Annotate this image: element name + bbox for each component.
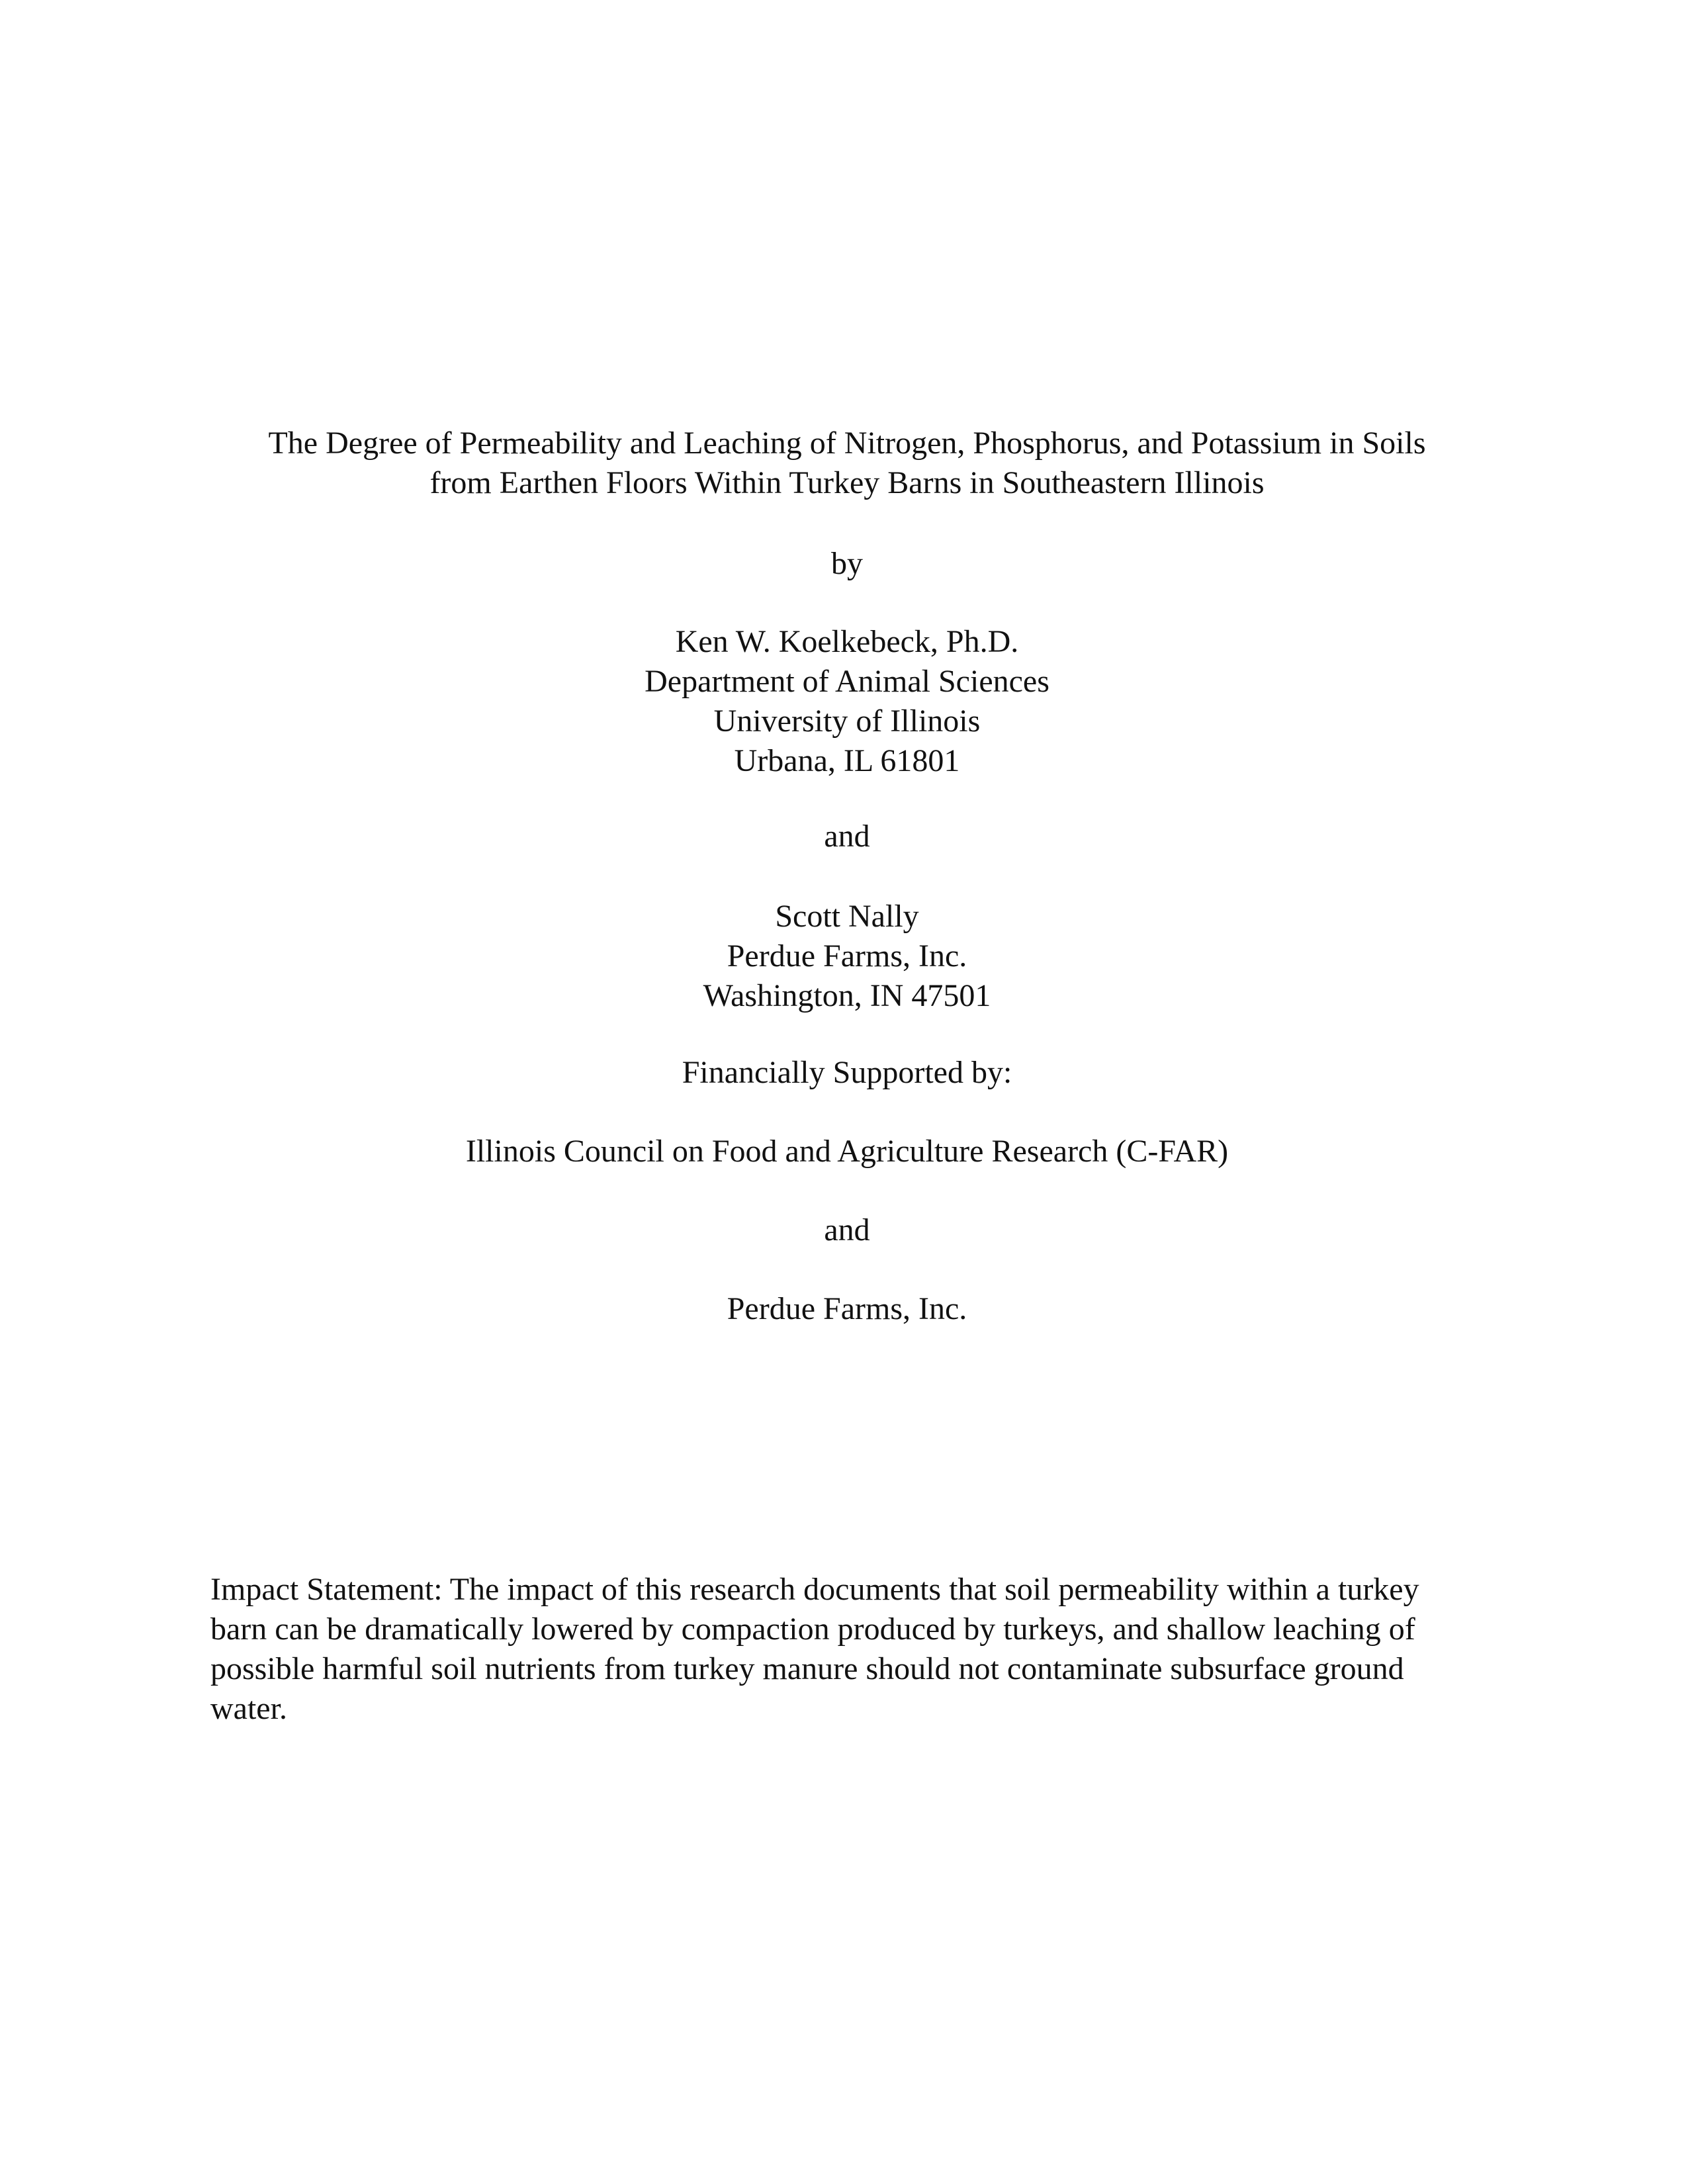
author2-address: Washington, IN 47501 (703, 978, 991, 1013)
impact-line-1: Impact Statement: The impact of this research documents that soil permeability within a turkey (210, 1572, 1419, 1607)
and-label-2-block (199, 1210, 1495, 1250)
author1-institution: University of Illinois (713, 704, 981, 739)
sponsor2: Perdue Farms, Inc. (727, 1291, 967, 1326)
title-line-1: The Degree of Permeability and Leaching of Nitrogen, Phosphorus, and Potassium in Soils (268, 426, 1426, 461)
author1-block (199, 622, 1495, 781)
support-label-block (199, 1053, 1495, 1093)
impact-line-4: water. (210, 1691, 287, 1726)
sponsor2-block (199, 1289, 1495, 1329)
and-label-1-block (199, 817, 1495, 856)
and-label-1: and (824, 819, 870, 854)
author1-address: Urbana, IL 61801 (734, 743, 960, 778)
report-title (199, 424, 1495, 503)
sponsor1-block (199, 1132, 1495, 1171)
sponsor1: Illinois Council on Food and Agriculture Research (C-FAR) (465, 1134, 1229, 1169)
by-label: by (831, 546, 863, 581)
impact-statement (210, 1570, 1494, 1729)
author2-name: Scott Nally (775, 899, 919, 934)
author2-block (199, 897, 1495, 1016)
impact-line-3: possible harmful soil nutrients from turkey manure should not contaminate subsurface ground (210, 1651, 1404, 1686)
author1-department: Department of Animal Sciences (645, 664, 1049, 699)
impact-line-2: barn can be dramatically lowered by compaction produced by turkeys, and shallow leaching of (210, 1612, 1415, 1647)
support-label: Financially Supported by: (682, 1055, 1012, 1090)
author2-organization: Perdue Farms, Inc. (727, 938, 967, 974)
and-label-2: and (824, 1212, 870, 1248)
by-label-block (199, 544, 1495, 584)
author1-name: Ken W. Koelkebeck, Ph.D. (675, 624, 1019, 659)
title-line-2: from Earthen Floors Within Turkey Barns in Southeastern Illinois (429, 465, 1265, 500)
